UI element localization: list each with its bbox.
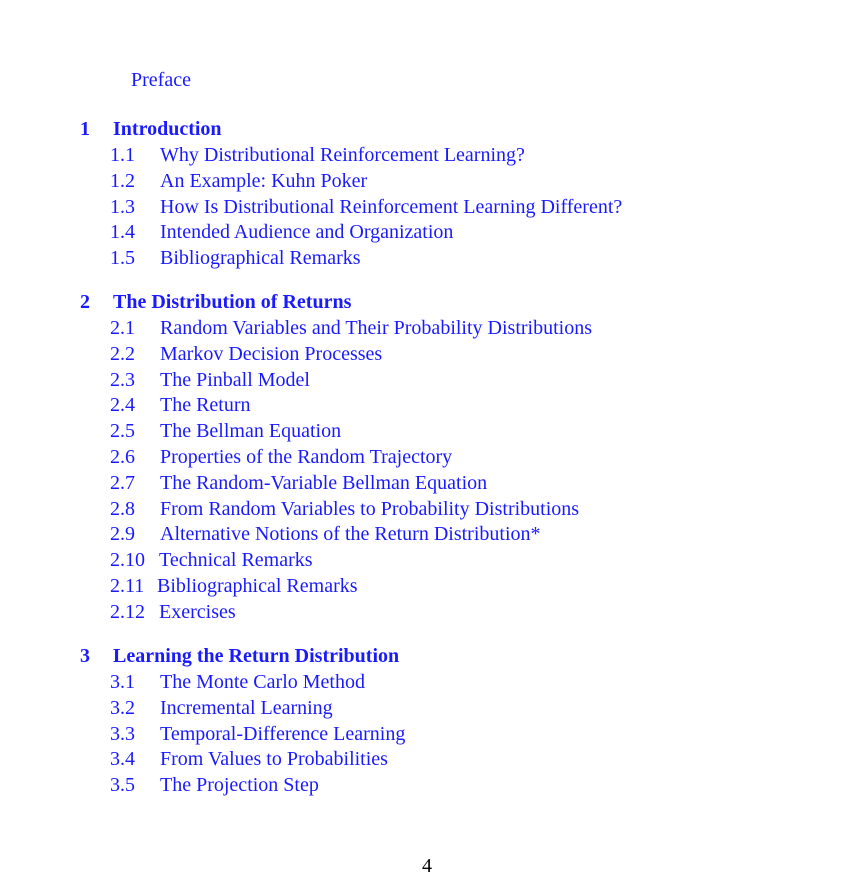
section-number: 2.2 [110, 342, 135, 365]
section-number: 3.3 [110, 722, 135, 745]
section-title: From Values to Probabilities [160, 748, 388, 771]
toc-section-3-5[interactable] [0, 773, 844, 799]
toc-section-1-4[interactable] [0, 220, 844, 246]
toc-section-2-4[interactable] [0, 393, 844, 419]
chapter-title: Introduction [113, 118, 222, 140]
section-number: 2.8 [110, 497, 135, 520]
chapter-number: 1 [80, 118, 90, 140]
chapter-title: The Distribution of Returns [113, 291, 352, 313]
toc-section-2-8[interactable] [0, 497, 844, 523]
section-number: 3.4 [110, 748, 135, 771]
section-title: How Is Distributional Reinforcement Learning Different? [160, 195, 623, 218]
toc-section-1-3[interactable] [0, 195, 844, 221]
section-title: Random Variables and Their Probability Distributions [160, 317, 592, 339]
toc-section-1-1[interactable] [0, 143, 844, 169]
section-title: The Bellman Equation [160, 420, 342, 443]
section-number: 1.5 [110, 247, 135, 270]
toc-chapter-3-heading[interactable] [0, 644, 844, 670]
section-title: An Example: Kuhn Poker [160, 169, 368, 192]
section-number: 3.1 [110, 671, 135, 693]
section-title: The Return [160, 394, 251, 417]
section-title: Incremental Learning [160, 696, 333, 719]
toc-section-2-2[interactable] [0, 342, 844, 368]
chapter-number: 2 [80, 291, 90, 313]
toc-section-3-2[interactable] [0, 696, 844, 722]
section-number: 2.12 [110, 600, 145, 623]
page-number: 4 [422, 855, 432, 877]
section-title: Why Distributional Reinforcement Learning? [160, 144, 525, 166]
section-number: 1.4 [110, 221, 135, 244]
toc-section-2-11[interactable] [0, 574, 844, 600]
section-title: The Pinball Model [160, 368, 310, 391]
toc-section-3-1[interactable] [0, 670, 844, 696]
toc-section-2-6[interactable] [0, 445, 844, 471]
section-title: Intended Audience and Organization [160, 221, 454, 244]
section-title: Alternative Notions of the Return Distribution* [160, 523, 541, 546]
section-title: Technical Remarks [159, 549, 313, 572]
toc-chapter-1 [0, 117, 844, 272]
toc-section-1-2[interactable] [0, 169, 844, 195]
section-number: 2.1 [110, 317, 135, 339]
toc-chapter-3 [0, 644, 844, 799]
toc-section-3-4[interactable] [0, 747, 844, 773]
section-number: 2.4 [110, 394, 135, 417]
toc-section-2-12[interactable] [0, 600, 844, 626]
section-title: Markov Decision Processes [160, 342, 383, 365]
chapter-title: Learning the Return Distribution [113, 645, 400, 667]
section-number: 1.3 [110, 195, 135, 218]
section-number: 3.2 [110, 696, 135, 719]
section-number: 2.7 [110, 471, 135, 494]
section-title: Bibliographical Remarks [160, 247, 361, 270]
toc-chapter-2 [0, 290, 844, 626]
section-number: 1.1 [110, 144, 135, 166]
section-number: 2.11 [110, 574, 145, 597]
section-title: Temporal-Difference Learning [160, 722, 406, 745]
section-title: The Projection Step [160, 774, 319, 797]
toc-link-preface[interactable]: Preface [131, 69, 191, 91]
toc-section-1-5[interactable] [0, 246, 844, 272]
section-title: Exercises [159, 600, 236, 623]
section-number: 2.9 [110, 523, 135, 546]
toc-section-2-7[interactable] [0, 471, 844, 497]
section-title: The Random-Variable Bellman Equation [160, 471, 488, 494]
toc-section-2-5[interactable] [0, 419, 844, 445]
section-number: 2.10 [110, 549, 145, 572]
chapter-number: 3 [80, 645, 90, 667]
section-title: From Random Variables to Probability Distributions [160, 497, 580, 520]
section-number: 2.5 [110, 420, 135, 443]
toc-section-2-9[interactable] [0, 522, 844, 548]
section-title: Properties of the Random Trajectory [160, 445, 453, 468]
section-number: 3.5 [110, 774, 135, 797]
toc-chapter-2-heading[interactable] [0, 290, 844, 316]
section-title: Bibliographical Remarks [157, 574, 358, 597]
section-title: The Monte Carlo Method [160, 671, 365, 693]
section-number: 1.2 [110, 169, 135, 192]
toc-section-2-1[interactable] [0, 316, 844, 342]
toc-section-2-3[interactable] [0, 368, 844, 394]
section-number: 2.6 [110, 445, 135, 468]
toc-section-2-10[interactable] [0, 548, 844, 574]
toc-section-3-3[interactable] [0, 722, 844, 748]
toc-chapter-1-heading[interactable] [0, 117, 844, 143]
section-number: 2.3 [110, 368, 135, 391]
